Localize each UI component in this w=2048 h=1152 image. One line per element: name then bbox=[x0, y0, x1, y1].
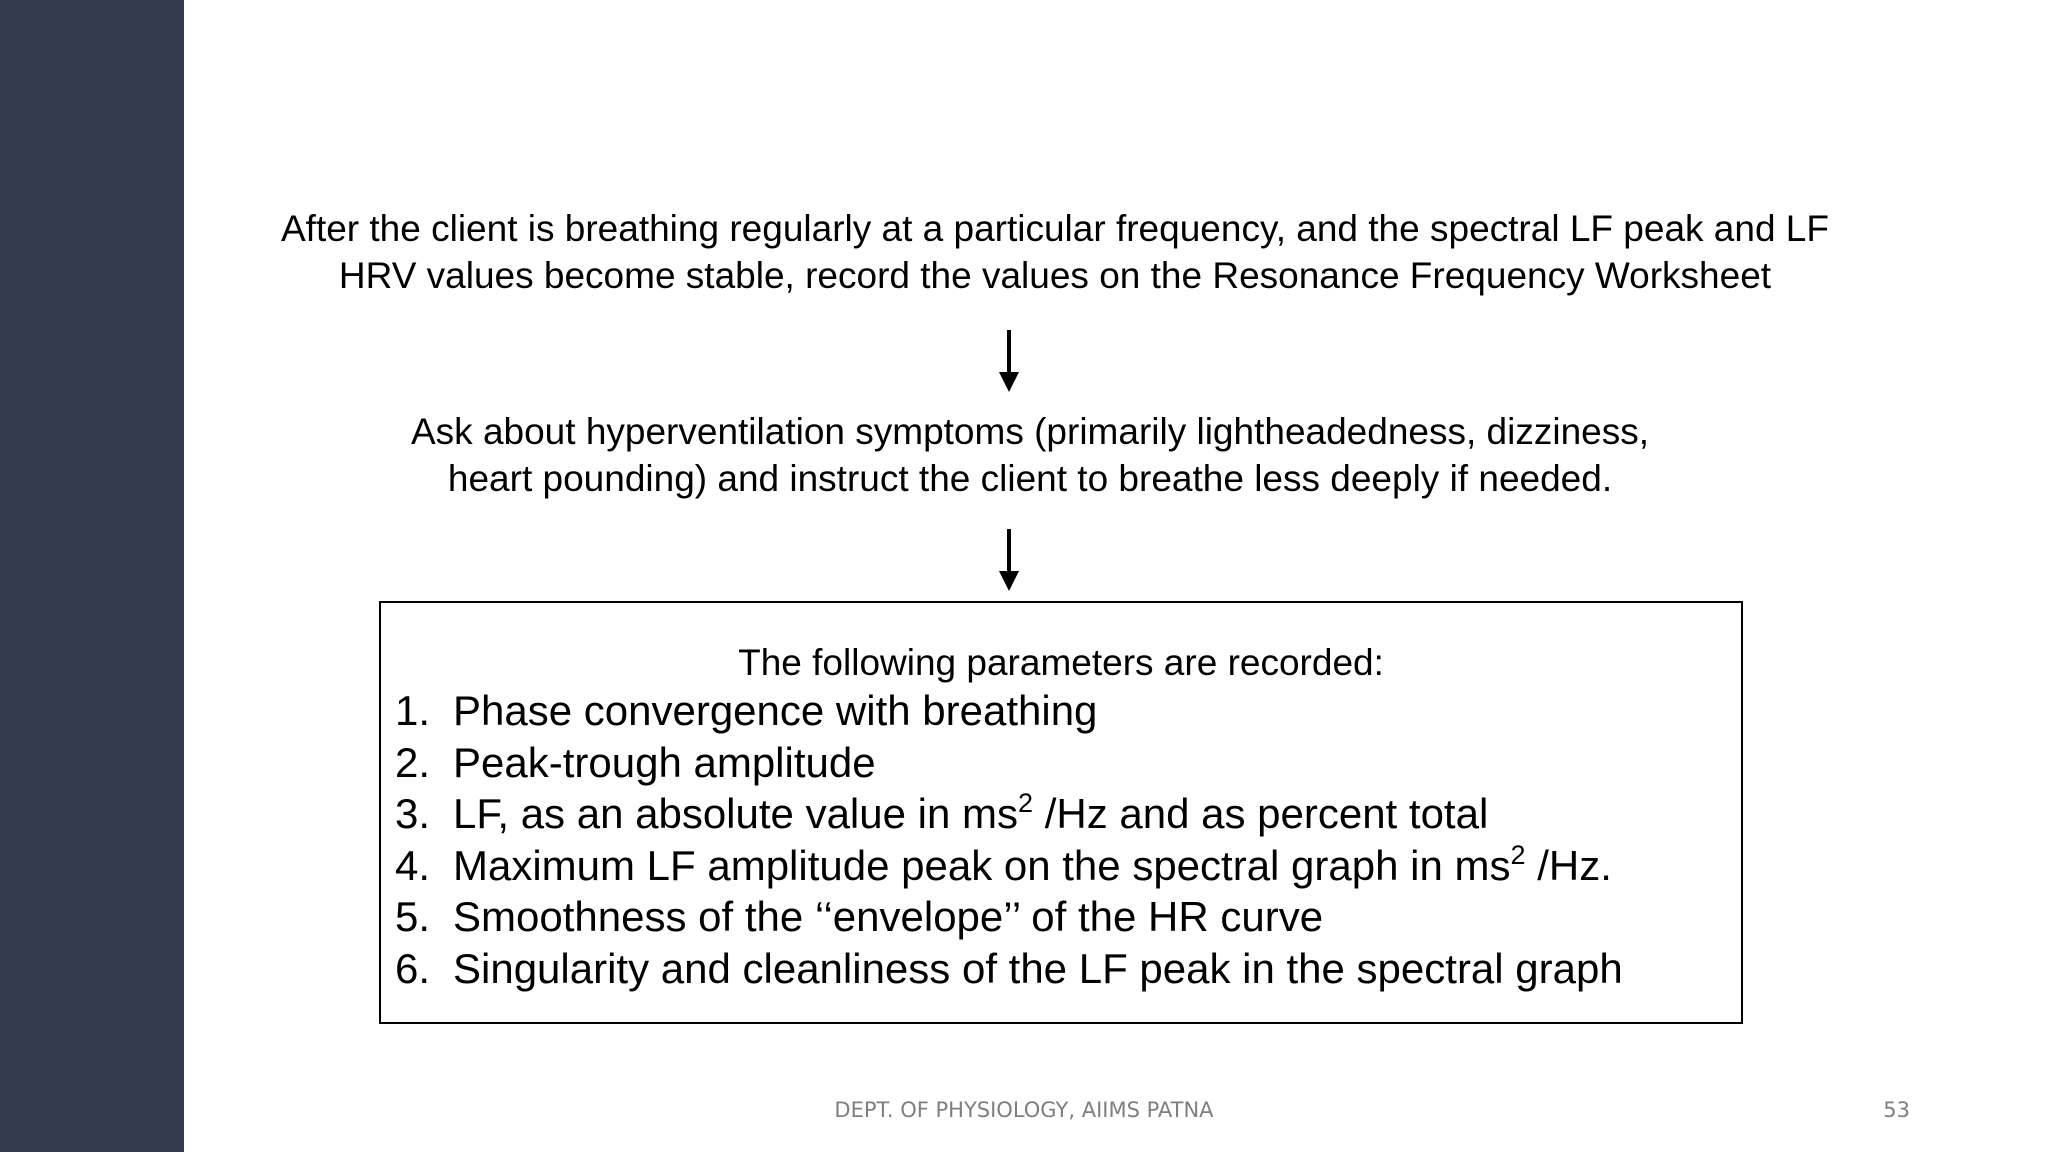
parameter-item bbox=[395, 891, 1623, 943]
flow-step-text: HRV values become stable, record the values on the Resonance Frequency Worksheet bbox=[338, 255, 1772, 296]
parameter-number: 5. bbox=[395, 893, 431, 940]
parameter-number: 6. bbox=[395, 944, 431, 992]
parameters-box bbox=[379, 601, 1743, 1024]
parameter-text: LF, as an absolute value in ms bbox=[453, 790, 1018, 837]
parameter-text: /Hz. bbox=[1525, 841, 1612, 889]
parameters-heading: The following parameters are recorded: bbox=[738, 642, 1384, 683]
page-number: 53 bbox=[1883, 1098, 1910, 1122]
parameter-item bbox=[395, 788, 1623, 840]
down-arrow-icon bbox=[994, 330, 1024, 392]
footer-department: DEPT. OF PHYSIOLOGY, AIIMS PATNA bbox=[834, 1098, 1214, 1122]
parameter-text: Smoothness of the ‘‘envelope’’ of the HR curve bbox=[453, 893, 1324, 940]
parameter-text: /Hz and as percent total bbox=[1033, 790, 1489, 837]
flow-step-text: Ask about hyperventilation symptoms (primarily lightheadedness, dizziness, bbox=[410, 411, 1650, 452]
parameter-number: 1. bbox=[395, 687, 431, 734]
parameter-item bbox=[395, 943, 1623, 995]
parameter-number: 4. bbox=[395, 841, 431, 889]
flow-step-ask-symptoms bbox=[330, 408, 1730, 502]
parameter-text: Maximum LF amplitude peak on the spectral graph in ms bbox=[453, 841, 1511, 889]
flow-step-text: heart pounding) and instruct the client to breathe less deeply if needed. bbox=[447, 458, 1613, 499]
superscript-exponent: 2 bbox=[1510, 839, 1526, 870]
parameters-list bbox=[395, 685, 1623, 994]
parameter-item bbox=[395, 840, 1623, 892]
parameter-number: 3. bbox=[395, 790, 431, 837]
flow-step-record-values bbox=[200, 205, 1910, 299]
parameter-text: Peak-trough amplitude bbox=[453, 738, 876, 786]
slide-sidebar-bar bbox=[0, 0, 184, 1152]
parameter-item bbox=[395, 685, 1623, 737]
parameter-number: 2. bbox=[395, 738, 431, 786]
flow-step-text: After the client is breathing regularly at a particular frequency, and the spectral LF peak and LF bbox=[280, 208, 1829, 249]
down-arrow-icon bbox=[994, 529, 1024, 591]
superscript-exponent: 2 bbox=[1018, 788, 1034, 818]
parameter-text: Phase convergence with breathing bbox=[453, 687, 1098, 734]
parameter-item bbox=[395, 737, 1623, 789]
parameter-text: Singularity and cleanliness of the LF peak in the spectral graph bbox=[453, 944, 1623, 992]
